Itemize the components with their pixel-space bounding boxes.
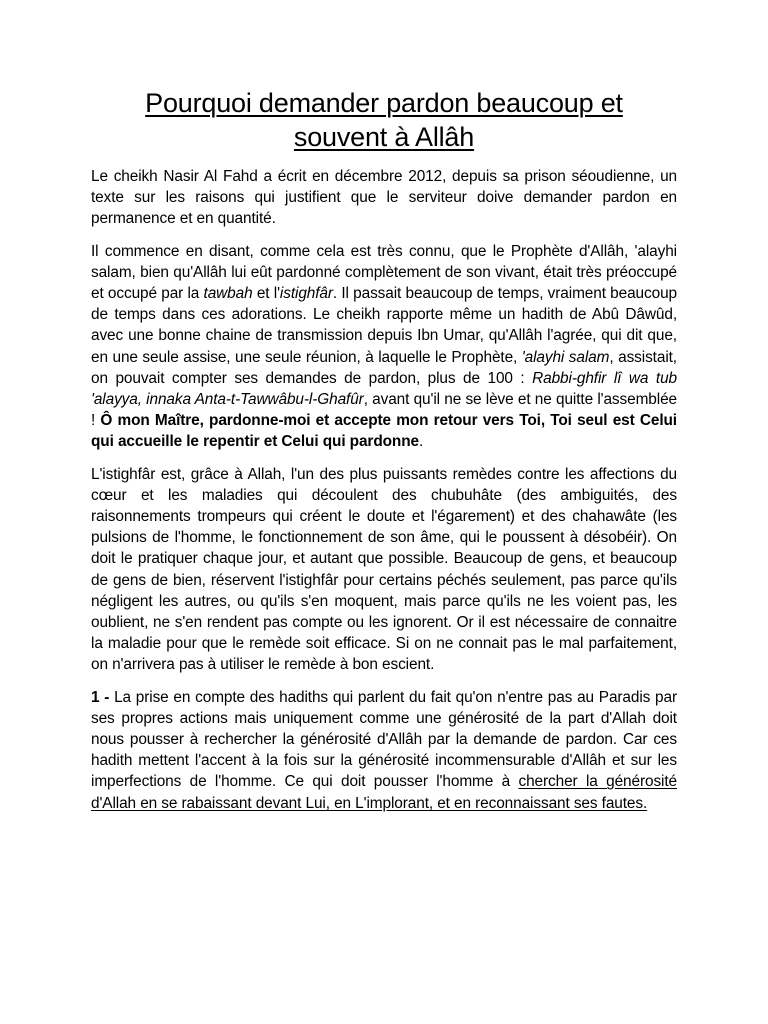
term-tawbah: tawbah [203, 285, 253, 303]
page-title [91, 86, 677, 154]
term-alayhi-salam: 'alayhi salam [521, 348, 610, 366]
paragraph-intro [91, 166, 677, 230]
term-istighfar: istighfâr [279, 285, 333, 303]
text-segment: , avant qu'il ne se lève et ne quitte l'assemblée ! [91, 391, 678, 430]
arabic-invocation: Rabbi-ghfir lî wa tub 'alayya, innaka Anta-t-Tawwâbu-l-Ghafûr [91, 369, 677, 409]
paragraph-istighfar-text: L'istighfâr est, grâce à Allah, l'un des plus puissants remèdes contre les affections du cœur et les maladies qui découlent des chubuhâte (des ambiguités, des raisonnements trompeurs qui créent le doute et l'égarement) et des chahawâte (les pulsions de l'homme, le fonctionnement de son âme, qui le poussent à désobéir). On doit le pratiquer chaque jour, et autant que possible. Beaucoup de gens, et beaucoup de gens de bien, réservent l'istighfâr pour certains péchés seulement, pas parce qu'ils négligent les autres, ou qu'ils s'en moquent, mais parce qu'ils ne les voient pas, les oublient, ne s'en rendent pas compte ou les ignorent. Or il est nécessaire de connaitre la maladie pour que le remède soit efficace. Si on ne connait pas le mal parfaitement, on n'arrivera pas à utiliser le remède à bon escient. [91, 465, 677, 674]
point-number: 1 - [91, 688, 110, 706]
text-segment: . [418, 433, 424, 451]
text-segment: , assistait, on pouvait compter ses demandes de pardon, plus de 100 : [91, 348, 677, 387]
title-line-2: souvent à Allâh [293, 122, 475, 152]
paragraph-prophet [91, 241, 677, 453]
text-segment: Il commence en disant, comme cela est très connu, que le Prophète d'Allâh, 'alayhi salam, bien qu'Allâh lui eût pardonné complètement de son vivant, était très préoccupé et occupé par la [91, 242, 677, 303]
paragraph-istighfar [91, 464, 677, 676]
title-line-1: Pourquoi demander pardon beaucoup et [145, 88, 623, 118]
text-segment: La prise en compte des hadiths qui parlent du fait qu'on n'entre pas au Paradis par ses propres actions mais uniquement comme une générosité de la part d'Allah doit nous pousser à rechercher la générosité d'Allâh par la demande de pardon. Car ces hadith mettent l'accent à la fois sur la générosité incommensurable d'Allâh et sur les imperfections de l'homme. Ce qui doit pousser l'homme à [91, 688, 677, 791]
paragraph-intro-text: Le cheikh Nasir Al Fahd a écrit en décembre 2012, depuis sa prison séoudienne, un texte sur les raisons qui justifient que le serviteur doive demander pardon en permanence et en quantité. [91, 168, 677, 228]
invocation-translation: Ô mon Maître, pardonne-moi et accepte mon retour vers Toi, Toi seul est Celui qui accueille le repentir et Celui qui pardonne [91, 412, 677, 451]
text-segment: et l' [252, 285, 280, 303]
underlined-conclusion: chercher la générosité d'Allah en se rabaissant devant Lui, en L'implorant, et en reconnaissant ses fautes. [91, 773, 677, 812]
document-page [91, 86, 677, 825]
text-segment: . Il passait beaucoup de temps, vraiment beaucoup de temps dans ces adorations. Le cheikh rapporte même un hadith de Abû Dâwûd, avec une bonne chaine de transmission depuis Ibn Umar, qu'Allâh l'agrée, qui dit que, en une seule assise, une seule réunion, à laquelle le Prophète, [91, 285, 677, 366]
paragraph-point-1 [91, 687, 677, 814]
